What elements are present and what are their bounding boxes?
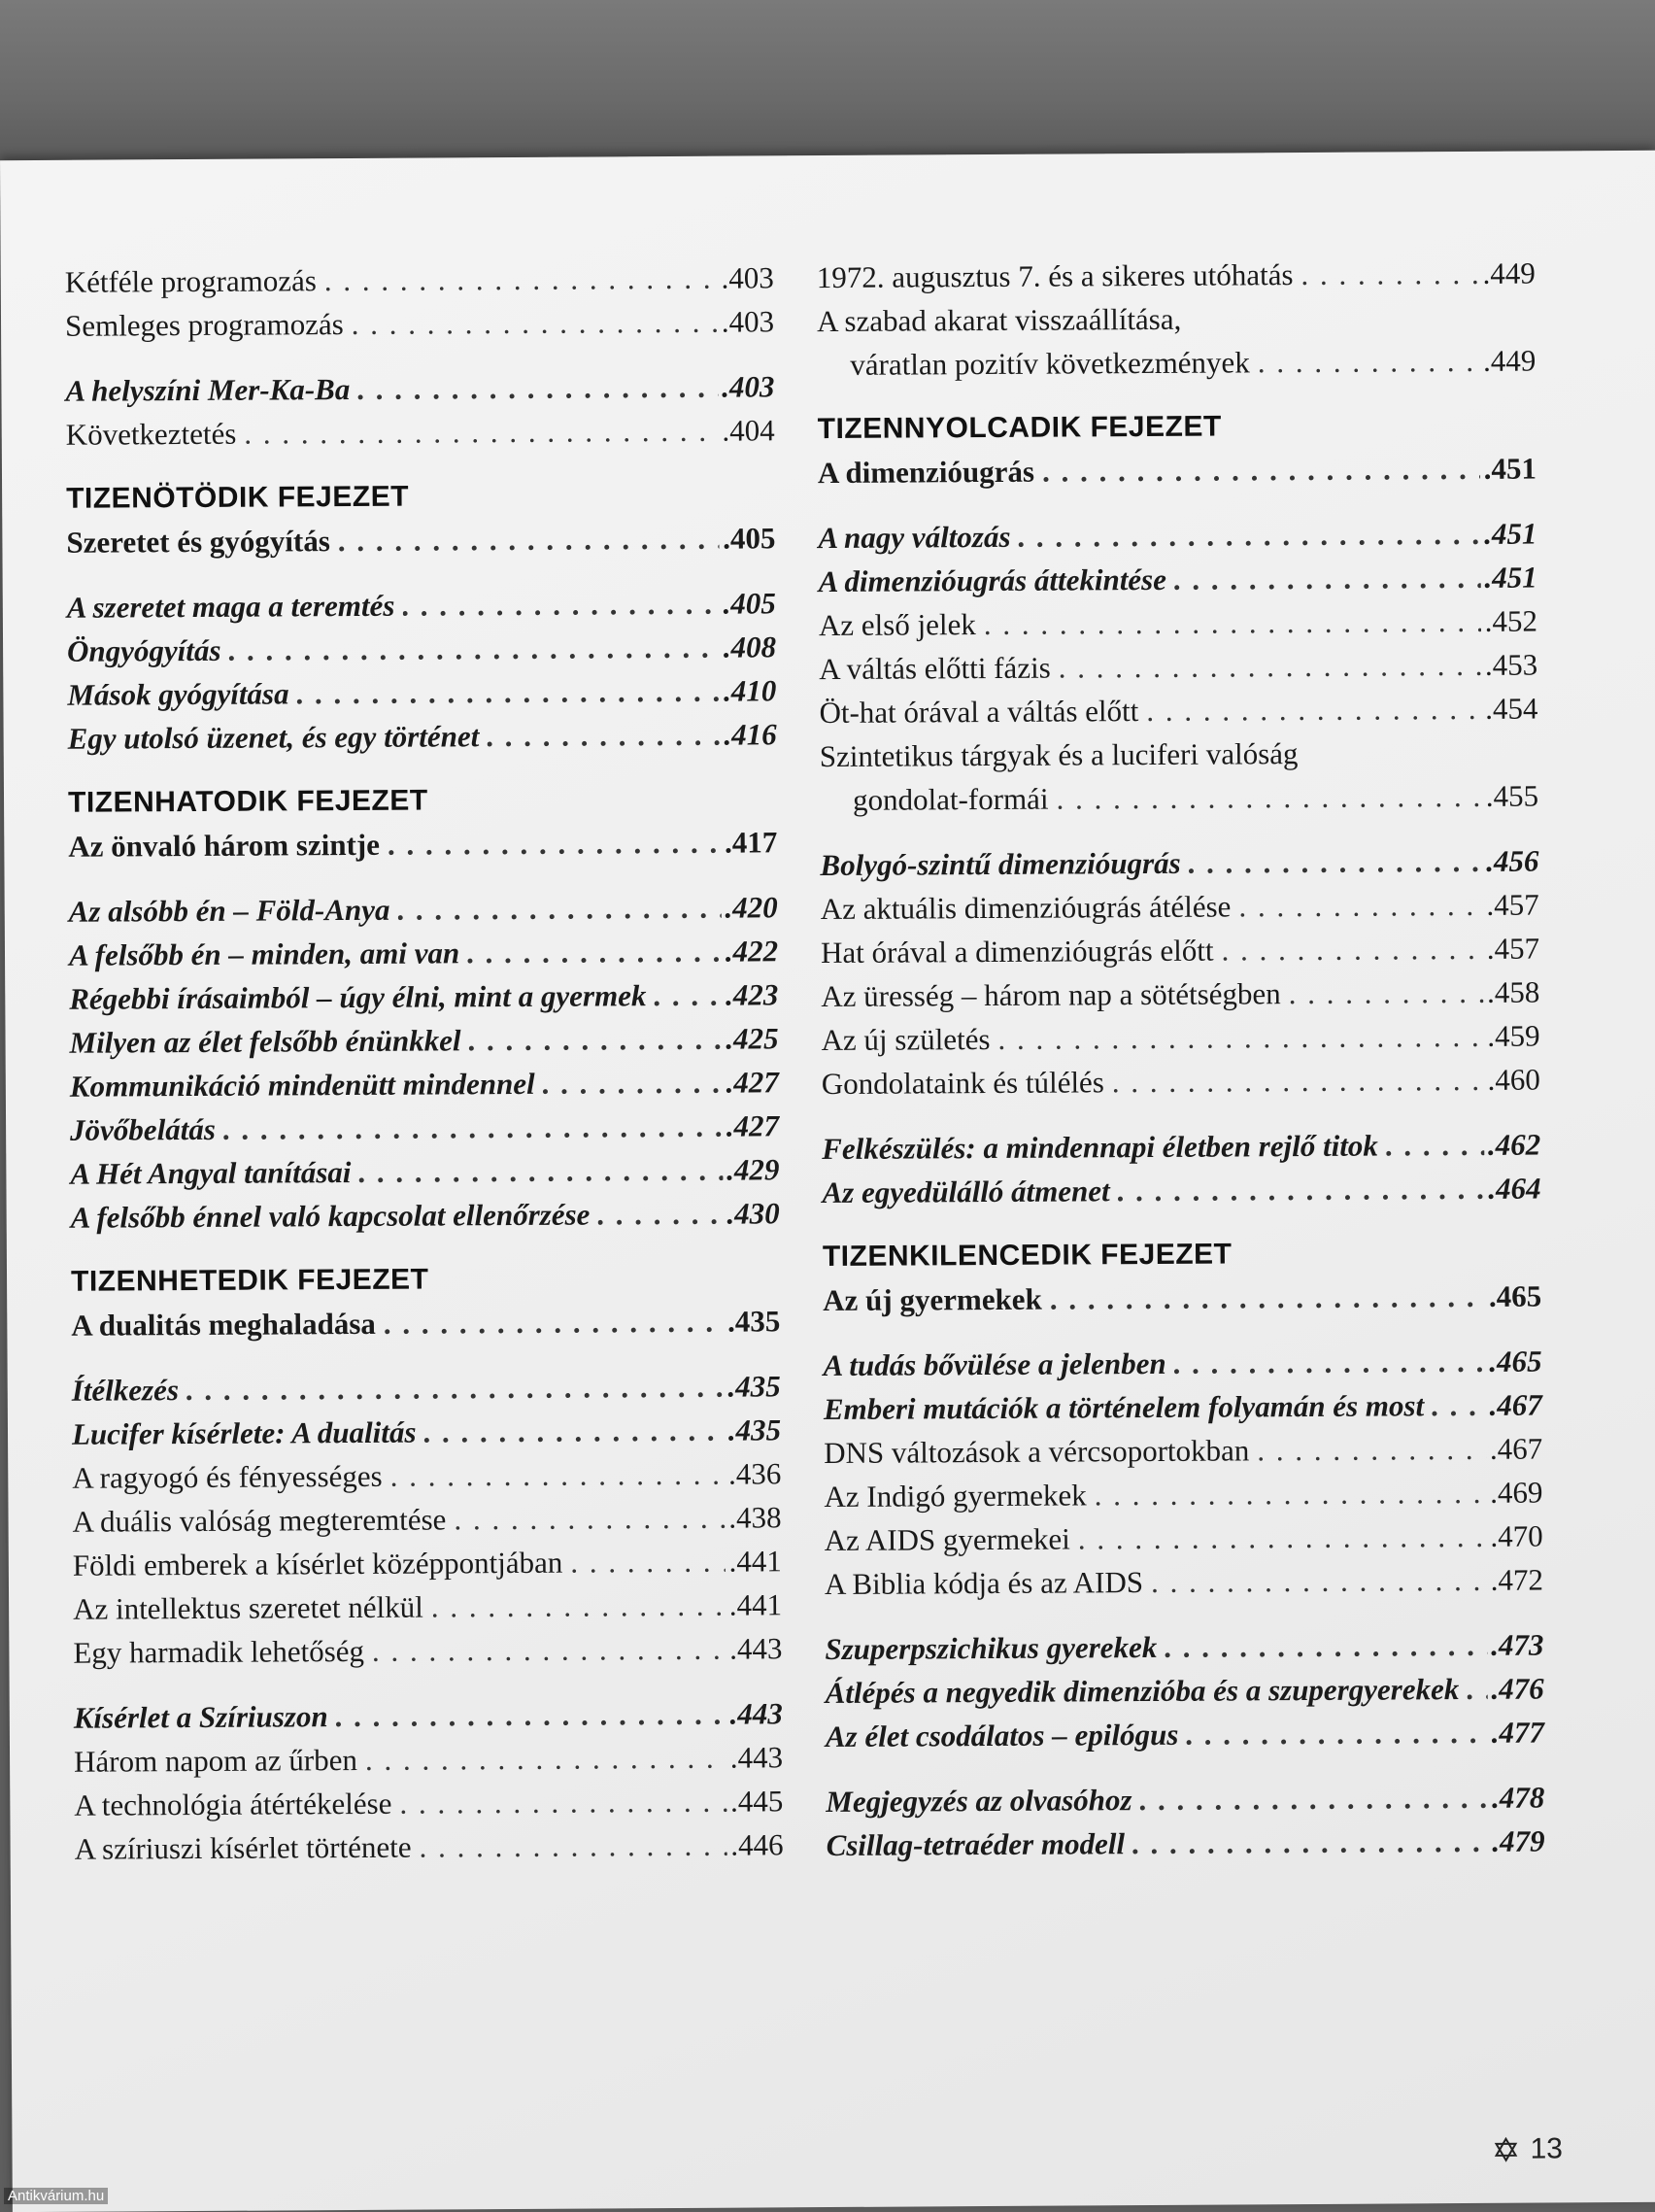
toc-entry-page: .403 [721, 260, 774, 295]
toc-entry [70, 1147, 779, 1195]
dot-leader [1258, 339, 1480, 384]
toc-entry-title: A technológia átértékelése [74, 1786, 392, 1822]
toc-entry-title: Az első jelek [818, 607, 976, 643]
toc-entry [823, 1275, 1541, 1323]
toc-entry-title: DNS változások a vércsoportokban [824, 1433, 1250, 1471]
toc-entry-page: .467 [1489, 1431, 1543, 1466]
dot-leader [397, 886, 721, 932]
toc-entry-page: .449 [1482, 343, 1537, 378]
toc-entry [72, 1364, 781, 1412]
toc-entry [74, 1691, 783, 1739]
toc-entry-page: .430 [726, 1196, 780, 1231]
dot-leader [1174, 1340, 1486, 1385]
toc-entry-title: Az üresség – három nap a sötétségben [821, 976, 1281, 1014]
toc-entry-title: Mások gyógyítása [67, 676, 289, 712]
dot-leader [1189, 839, 1483, 885]
toc-entry [824, 1427, 1542, 1476]
dot-leader [223, 1105, 723, 1151]
toc-entry-title: Bolygó-szintű dimenzióugrás [820, 845, 1181, 883]
toc-entry [824, 1383, 1542, 1432]
toc-entry [74, 1779, 783, 1826]
dot-leader [1118, 1167, 1485, 1212]
dot-leader [1056, 774, 1482, 821]
toc-entry-title: Az intellektus szeretet nélkül [73, 1589, 423, 1626]
toc-entry-page: .405 [723, 586, 776, 621]
photo-background [0, 0, 1655, 165]
toc-entry-page: .429 [726, 1152, 780, 1187]
toc-entry [822, 1167, 1540, 1215]
toc-entry-page: .465 [1488, 1278, 1542, 1313]
toc-entry-page: .422 [725, 934, 779, 969]
toc-entry-title: Az új születés [821, 1021, 991, 1058]
toc-entry [74, 1822, 783, 1870]
dot-leader [372, 1627, 726, 1673]
toc-entry-page: .454 [1485, 691, 1538, 726]
toc-entry-page: .443 [729, 1740, 784, 1775]
dot-leader [244, 409, 718, 456]
dot-leader [1386, 1123, 1484, 1168]
toc-page [0, 151, 1655, 2212]
toc-entry [823, 1340, 1541, 1388]
toc-entry-page: .423 [725, 977, 779, 1012]
toc-entry-page: .445 [729, 1784, 784, 1819]
dot-leader [399, 1780, 726, 1825]
toc-entry-title: A dualitás meghaladása [71, 1306, 376, 1343]
dot-leader [1238, 883, 1482, 929]
toc-entry-page: .410 [724, 673, 777, 708]
dot-leader [296, 669, 720, 716]
toc-entry-title: A váltás előtti fázis [819, 650, 1051, 687]
dot-leader [324, 256, 718, 302]
toc-entry-page: .472 [1490, 1562, 1544, 1597]
toc-entry [818, 512, 1537, 561]
toc-entry [817, 339, 1536, 388]
toc-entry-title: Kommunikáció mindenütt mindennel [69, 1066, 535, 1104]
toc-left-column [65, 255, 784, 1870]
toc-entry-title: Az aktuális dimenzióugrás átélése [820, 889, 1232, 927]
toc-entry-title: váratlan pozitív következmények [850, 345, 1250, 382]
toc-entry-page: .452 [1484, 603, 1538, 638]
dot-leader [1139, 1776, 1488, 1821]
toc-entry-title: Öngyógyítás [66, 632, 221, 668]
dot-leader [338, 517, 720, 562]
toc-entry [819, 556, 1537, 604]
dot-leader [352, 300, 718, 346]
toc-entry-page: .477 [1491, 1715, 1545, 1750]
toc-entry [70, 1060, 779, 1107]
toc-entry-page: .404 [722, 413, 775, 448]
dot-leader [1018, 512, 1480, 559]
toc-entry-page: .427 [726, 1065, 779, 1100]
toc-entry-title: Lucifer kísérlete: A dualitás [71, 1414, 417, 1451]
toc-entry-page: .403 [721, 304, 775, 339]
toc-entry-page: .438 [728, 1500, 782, 1535]
dot-leader [597, 1192, 723, 1237]
toc-entry [68, 712, 777, 760]
toc-entry-title: Az AIDS gyermekei [824, 1521, 1070, 1558]
dot-leader [1132, 1820, 1489, 1865]
toc-entry-title: Egy harmadik lehetőség [73, 1633, 365, 1670]
toc-entry-page: .443 [729, 1696, 783, 1731]
toc-entry-title: A ragyogó és fényességes [72, 1458, 383, 1495]
toc-entry [72, 1408, 781, 1455]
dot-leader [1042, 447, 1480, 493]
dot-leader [402, 582, 719, 628]
toc-entry-title: Egy utolsó üzenet, és egy történet [67, 719, 480, 756]
toc-entry-title: gondolat-formái [852, 781, 1049, 817]
toc-entry [824, 1471, 1542, 1519]
toc-entry-title: Átlépés a negyedik dimenzióba és a szupergyerekek [825, 1672, 1460, 1711]
toc-entry-multiline [817, 295, 1537, 388]
toc-entry-title: Jövőbelátás [70, 1111, 217, 1147]
dot-leader [1221, 927, 1482, 972]
toc-entry-title: Az alsóbb én – Föld-Anya [68, 892, 390, 929]
toc-entry-title: A Biblia kódja és az AIDS [824, 1565, 1144, 1602]
toc-entry-title: A tudás bővülése a jelenben [823, 1345, 1166, 1383]
toc-entry-page: .469 [1490, 1475, 1543, 1510]
toc-entry-title: Földi emberek a kísérlet középpontjában [72, 1545, 563, 1582]
toc-entry-page: .441 [728, 1587, 783, 1622]
dot-leader [1432, 1383, 1486, 1427]
dot-leader [543, 1061, 723, 1106]
dot-leader [1146, 687, 1481, 732]
chapter-heading: TIZENHETEDIK FEJEZET [70, 1263, 429, 1298]
toc-entry-page: .457 [1486, 931, 1540, 966]
toc-entry [822, 1058, 1540, 1106]
toc-entry-title: Semleges programozás [64, 307, 344, 343]
dot-leader [186, 1365, 725, 1412]
toc-entry [72, 1495, 781, 1543]
dot-leader [336, 1692, 726, 1738]
toc-entry [820, 839, 1538, 888]
toc-entry-title: Az egyedülálló átmenet [822, 1174, 1110, 1210]
toc-entry-title: Kísérlet a Szíriuszon [73, 1699, 328, 1735]
dot-leader [984, 599, 1481, 646]
dot-leader [365, 1736, 726, 1782]
toc-entry-page: .436 [727, 1456, 782, 1491]
toc-entry-title: A szíriuszi kísérlet története [74, 1829, 412, 1866]
dot-leader [1095, 1471, 1487, 1516]
page-footer [1493, 2132, 1563, 2165]
toc-entry [825, 1558, 1543, 1607]
dot-leader [487, 713, 720, 758]
dot-leader [388, 821, 721, 867]
toc-entry-page: .479 [1492, 1823, 1545, 1858]
toc-entry-title: Emberi mutációk a történelem folyamán és most [823, 1388, 1425, 1427]
dot-leader [1300, 252, 1478, 296]
dot-leader [1257, 1427, 1486, 1472]
toc-entry-page: .403 [722, 369, 775, 404]
toc-entry [69, 972, 778, 1020]
dot-leader [654, 973, 722, 1017]
toc-entry [66, 408, 775, 456]
toc-entry-title: A Hét Angyal tanításai [70, 1155, 352, 1191]
dot-leader [467, 930, 722, 975]
toc-entry-page: .449 [1482, 255, 1536, 290]
toc-entry [826, 1820, 1544, 1868]
toc-entry-page: .464 [1488, 1171, 1541, 1206]
toc-entry-page: .435 [727, 1369, 781, 1404]
watermark: Antikvárium.hu [4, 2188, 108, 2204]
toc-entry [826, 1776, 1544, 1824]
dot-leader [1112, 1058, 1484, 1104]
toc-entry [73, 1582, 782, 1630]
dot-leader [1289, 970, 1484, 1015]
toc-entry-title: A dimenzióugrás áttekintése [818, 562, 1167, 599]
toc-entry-title-line1: A szabad akarat visszaállítása, [816, 301, 1182, 339]
dot-leader [357, 365, 718, 411]
toc-entry [68, 820, 777, 868]
toc-entry-title: Csillag-tetraéder modell [826, 1826, 1126, 1863]
toc-entry [825, 1514, 1543, 1563]
chapter-heading: TIZENNYOLCADIK FEJEZET [817, 410, 1222, 446]
toc-entry-page: .453 [1484, 647, 1538, 682]
toc-entry [821, 1014, 1539, 1063]
dot-leader [1059, 643, 1482, 690]
toc-entry-page: .478 [1491, 1780, 1545, 1815]
toc-entry-page: .456 [1486, 843, 1539, 878]
toc-entry-title: Kétféle programozás [64, 263, 317, 299]
chapter-heading: TIZENKILENCEDIK FEJEZET [822, 1238, 1233, 1274]
toc-entry-page: .435 [727, 1412, 782, 1447]
toc-entry [71, 1191, 780, 1239]
toc-entry-page: .455 [1485, 778, 1539, 813]
toc-entry-page: .457 [1486, 887, 1539, 922]
dot-leader [431, 1583, 726, 1629]
toc-entry [825, 1623, 1543, 1672]
toc-entry-title: Az Indigó gyermekek [824, 1478, 1087, 1514]
toc-entry [73, 1626, 782, 1674]
toc-entry [818, 447, 1537, 495]
dot-leader [390, 1452, 726, 1498]
toc-entry-title: Szeretet és gyógyítás [66, 524, 330, 560]
toc-entry [65, 255, 774, 303]
toc-entry [67, 668, 776, 716]
toc-entry-title: Az új gyermekek [823, 1281, 1042, 1318]
toc-entry-page: .476 [1491, 1671, 1544, 1706]
chapter-heading: TIZENÖTÖDIK FEJEZET [66, 480, 410, 515]
toc-entry-page: .408 [723, 630, 777, 664]
dot-leader [454, 1496, 725, 1542]
toc-entry [66, 516, 775, 563]
toc-entry-title: Az önvaló három szintje [68, 827, 381, 864]
toc-entry-title: Gondolataink és túlélés [821, 1065, 1104, 1102]
toc-entry-page: .416 [724, 717, 777, 752]
toc-entry-page: .473 [1491, 1627, 1544, 1662]
dot-leader [1078, 1514, 1487, 1561]
toc-entry [74, 1735, 783, 1783]
dot-leader [1151, 1558, 1487, 1604]
star-of-david-icon [1493, 2137, 1518, 2162]
toc-entry [69, 929, 778, 976]
toc-entry [71, 1299, 780, 1346]
dot-leader [468, 1017, 722, 1063]
toc-entry [70, 1104, 779, 1151]
dot-leader [570, 1540, 726, 1584]
toc-entry [65, 364, 774, 412]
toc-entry-page: .467 [1489, 1387, 1542, 1422]
toc-entry [826, 1711, 1544, 1759]
page-number: 13 [1530, 2132, 1564, 2165]
toc-entry-title: A helyszíni Mer-Ka-Ba [65, 372, 351, 408]
toc-entry-multiline [820, 731, 1539, 823]
toc-entry [72, 1451, 781, 1499]
toc-entry [820, 774, 1538, 823]
dot-leader [1050, 1275, 1485, 1321]
toc-entry [67, 625, 776, 672]
toc-entry-page: .458 [1486, 974, 1540, 1009]
toc-entry-title: Három napom az űrben [73, 1742, 357, 1779]
toc-entry-page: .446 [730, 1827, 784, 1862]
toc-entry-page: .420 [725, 890, 778, 925]
toc-entry-page: .465 [1489, 1344, 1542, 1378]
toc-entry [69, 1016, 778, 1064]
toc-entry-title: Régebbi írásaimból – úgy élni, mint a gyermek [69, 978, 647, 1016]
toc-entry-page: .443 [729, 1631, 783, 1666]
dot-leader [997, 1014, 1483, 1061]
toc-entry [69, 885, 778, 933]
toc-entry-title: Ítélkezés [71, 1373, 180, 1408]
toc-entry [67, 581, 776, 629]
dot-leader [384, 1300, 725, 1345]
toc-entry-page: .417 [724, 825, 778, 860]
toc-entry-page: .451 [1484, 560, 1537, 595]
dot-leader [358, 1148, 723, 1194]
toc-entry-title: Hat órával a dimenzióugrás előtt [820, 933, 1214, 970]
toc-entry [822, 1123, 1540, 1172]
toc-entry [821, 970, 1539, 1019]
toc-entry [826, 1667, 1544, 1716]
toc-entry-page: .441 [728, 1544, 782, 1579]
toc-right-column [817, 252, 1545, 1867]
toc-entry-title: Felkészülés: a mindennapi életben rejlő titok [822, 1128, 1378, 1167]
toc-entry-title: Az élet csodálatos – epilógus [825, 1717, 1179, 1754]
toc-entry-page: .451 [1484, 516, 1537, 551]
toc-entry-title: A duális valóság megteremtése [72, 1502, 447, 1539]
toc-entry [73, 1539, 782, 1586]
toc-entry-page: .435 [726, 1304, 781, 1339]
toc-entry [817, 252, 1536, 300]
dot-leader [419, 1823, 726, 1869]
toc-entry [819, 643, 1537, 692]
dot-leader [1467, 1667, 1487, 1711]
toc-entry-page: .470 [1490, 1518, 1543, 1553]
toc-entry-title: Következtetés [65, 416, 237, 452]
toc-entry [819, 599, 1537, 648]
dot-leader [228, 626, 720, 672]
dot-leader [1186, 1711, 1488, 1756]
toc-entry-page: .460 [1487, 1062, 1540, 1097]
toc-entry [821, 883, 1539, 932]
toc-entry-page: .405 [723, 521, 776, 556]
toc-entry-title: Szuperpszichikus gyerekek [825, 1629, 1158, 1667]
toc-entry-title: A nagy változás [818, 519, 1011, 556]
toc-entry-page: .427 [726, 1108, 780, 1143]
toc-entry-page: .451 [1483, 451, 1537, 486]
chapter-heading: TIZENHATODIK FEJEZET [67, 784, 428, 819]
toc-entry [821, 927, 1539, 975]
toc-entry-page: .425 [726, 1021, 779, 1056]
dot-leader [1174, 556, 1481, 601]
toc-entry-page: .462 [1487, 1127, 1541, 1162]
dot-leader [1165, 1623, 1487, 1669]
toc-entry-title: Megjegyzés az olvasóhoz [826, 1783, 1132, 1820]
toc-entry [819, 687, 1537, 735]
toc-entry-title: 1972. augusztus 7. és a sikeres utóhatás [816, 257, 1294, 295]
toc-entry-title: Milyen az élet felsőbb énünkkel [69, 1023, 461, 1060]
dot-leader [423, 1409, 725, 1454]
toc-entry-title: A felsőbb énnel való kapcsolat ellenőrzése [70, 1197, 591, 1235]
toc-entry-title: Öt-hat órával a váltás előtt [819, 694, 1139, 731]
toc-entry-page: .459 [1487, 1018, 1540, 1053]
toc-entry-title: A felsőbb én – minden, ami van [68, 936, 460, 972]
toc-entry-title-line1: Szintetikus tárgyak és a luciferi valóság [819, 736, 1299, 774]
toc-entry-title: A dimenzióugrás [817, 454, 1035, 491]
toc-entry-title: A szeretet maga a teremtés [66, 588, 395, 625]
toc-entry [65, 299, 774, 347]
